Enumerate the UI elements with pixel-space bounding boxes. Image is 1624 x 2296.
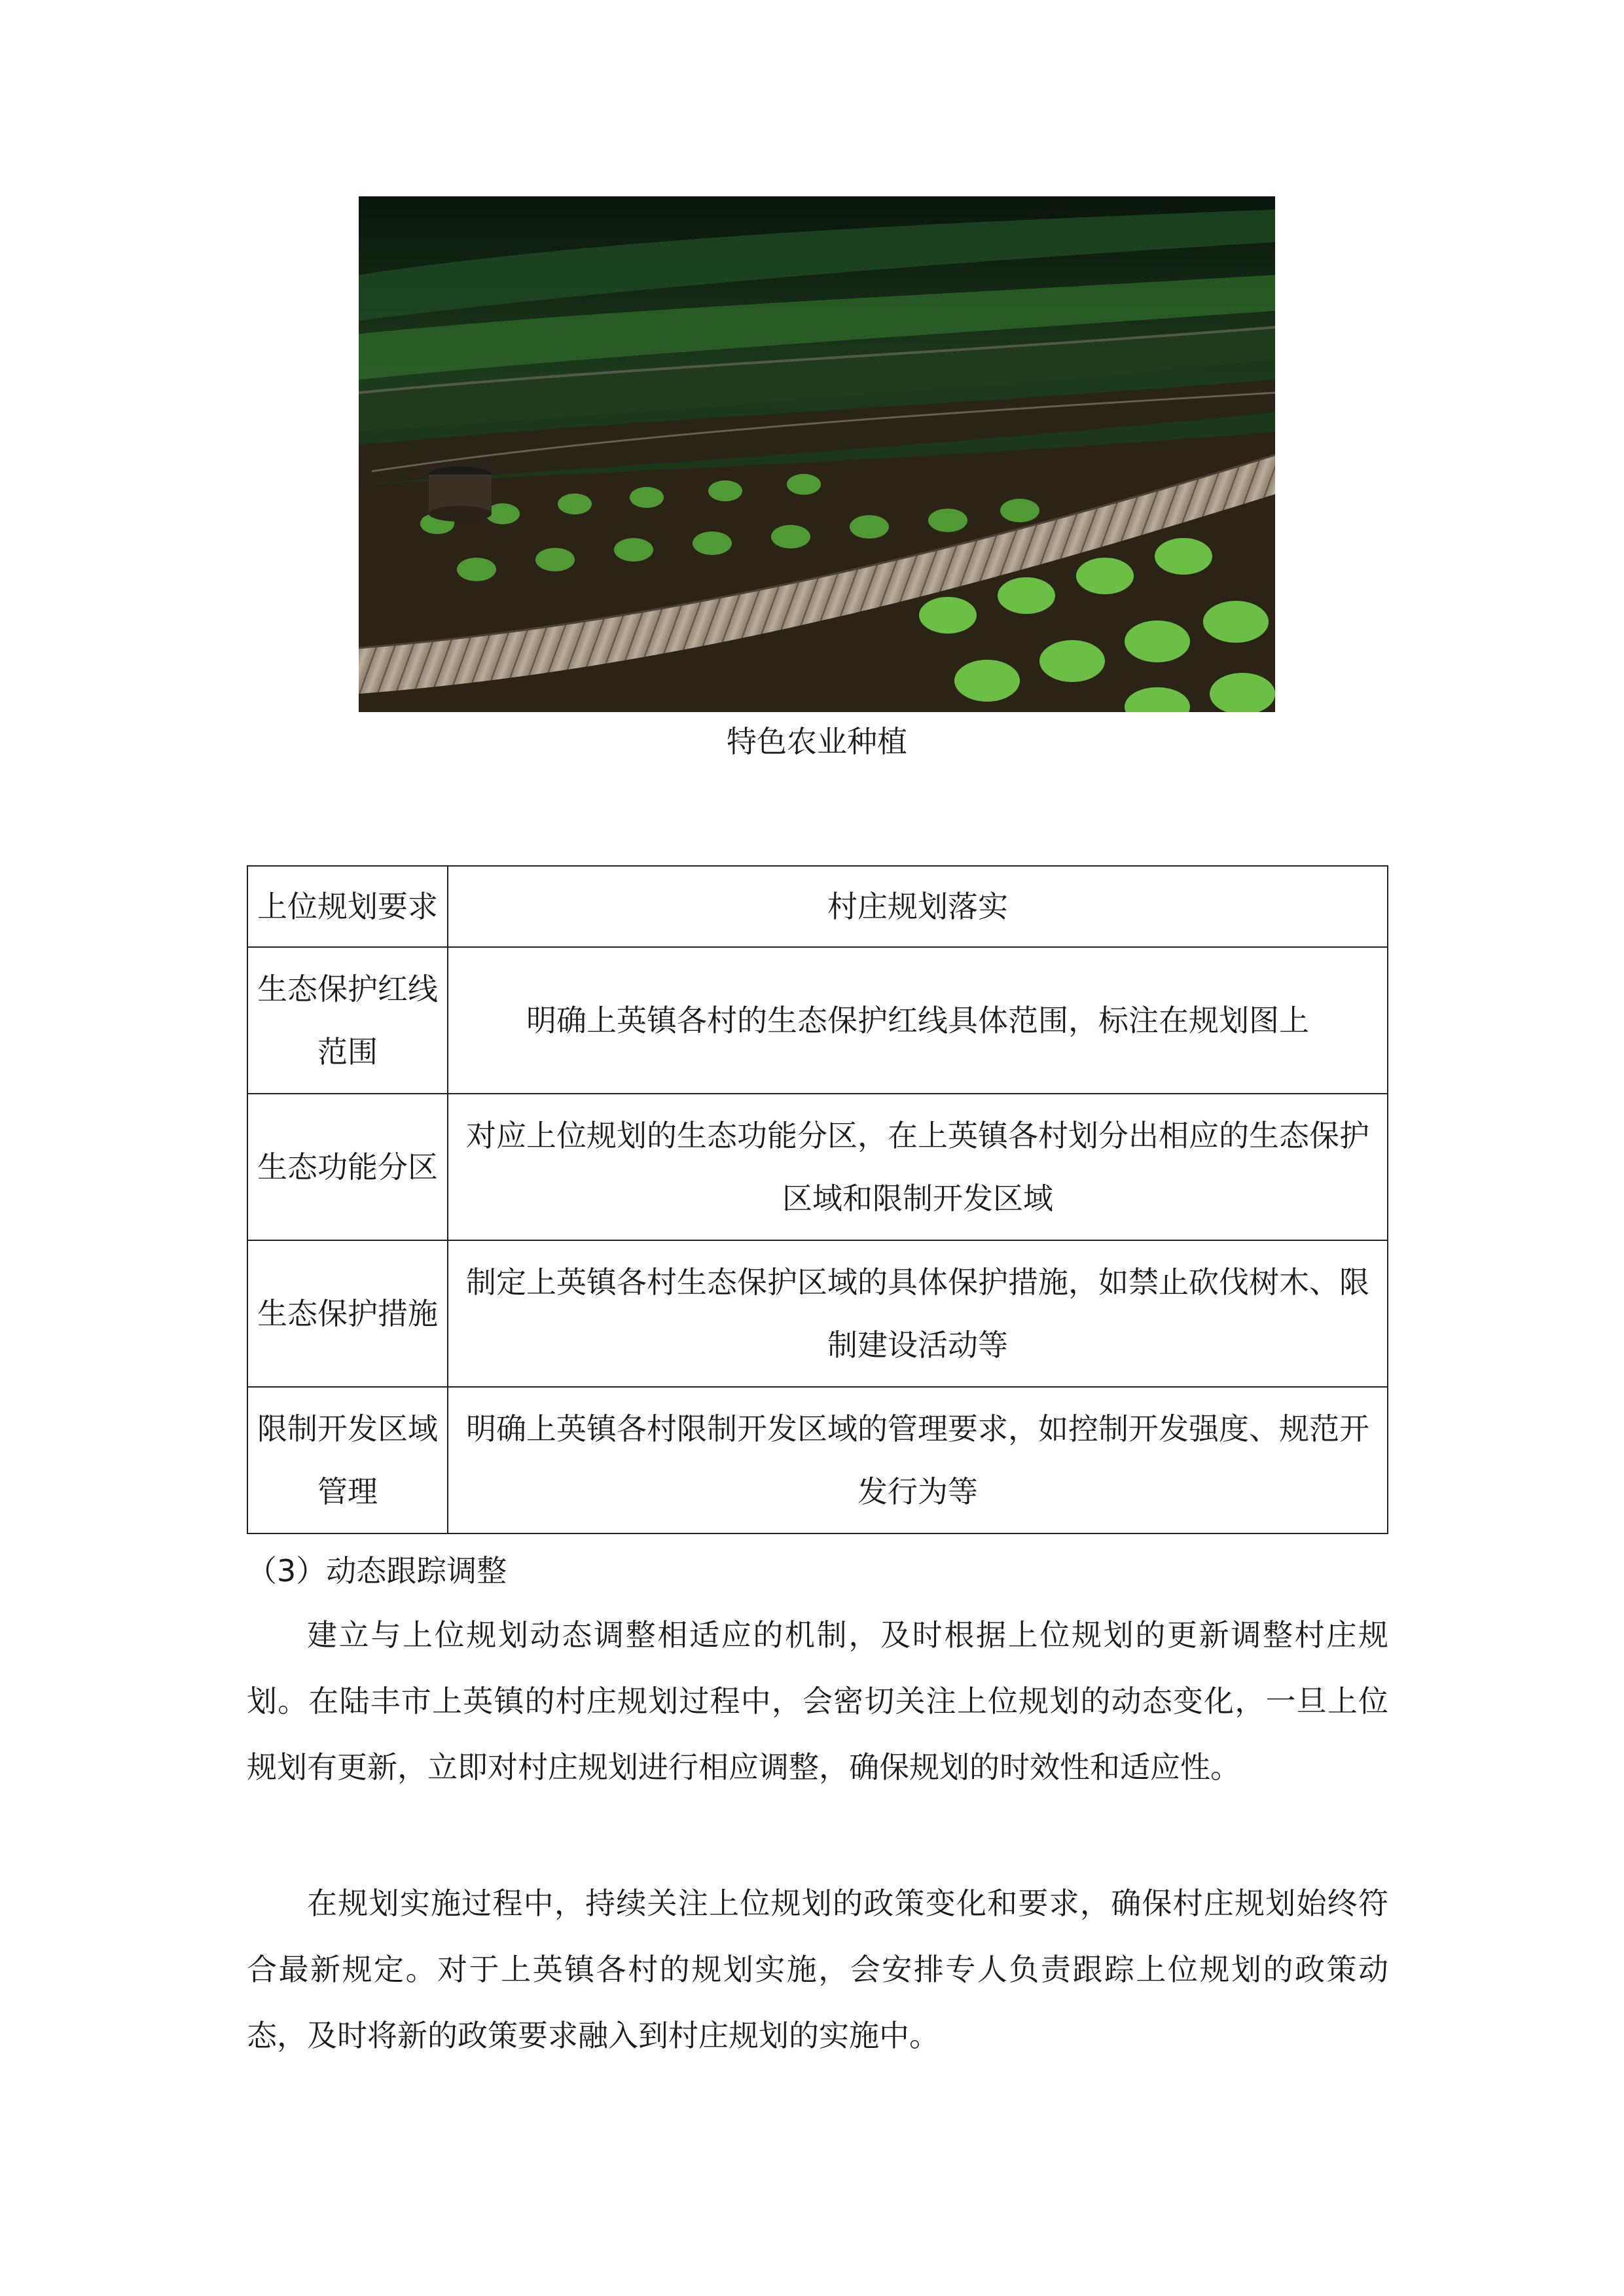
table-cell-requirement: 生态功能分区 [247, 1094, 448, 1240]
table-cell-implementation: 制定上英镇各村生态保护区域的具体保护措施，如禁止砍伐树木、限制建设活动等 [448, 1240, 1388, 1387]
figure-caption: 特色农业种植 [727, 724, 907, 759]
table-row [247, 1387, 1388, 1534]
table-header-cell: 村庄规划落实 [448, 866, 1388, 947]
farm-photo [359, 196, 1275, 712]
table-cell-requirement: 生态保护红线范围 [247, 947, 448, 1094]
table-cell-requirement: 生态保护措施 [247, 1240, 448, 1387]
body-paragraph: 在规划实施过程中，持续关注上位规划的政策变化和要求，确保村庄规划始终符合最新规定。对于上英镇各村的规划实施，会安排专人负责跟踪上位规划的政策动态，及时将新的政策要求融入到村庄规划的实施中。 [247, 1886, 1388, 2053]
planning-requirements-table [247, 865, 1388, 1534]
table-header-cell: 上位规划要求 [247, 866, 448, 947]
table-cell-requirement: 限制开发区域管理 [247, 1387, 448, 1534]
table-cell-implementation: 明确上英镇各村的生态保护红线具体范围，标注在规划图上 [448, 947, 1388, 1094]
body-paragraph: 建立与上位规划动态调整相适应的机制，及时根据上位规划的更新调整村庄规划。在陆丰市上英镇的村庄规划过程中，会密切关注上位规划的动态变化，一旦上位规划有更新，立即对村庄规划进行相应调整，确保规划的时效性和适应性。 [247, 1617, 1388, 1785]
table-cell-implementation: 对应上位规划的生态功能分区，在上英镇各村划分出相应的生态保护区域和限制开发区域 [448, 1094, 1388, 1240]
table-cell-implementation: 明确上英镇各村限制开发区域的管理要求，如控制开发强度、规范开发行为等 [448, 1387, 1388, 1534]
table-row [247, 947, 1388, 1094]
table-header-row [247, 866, 1388, 947]
table-row [247, 1094, 1388, 1240]
table-row [247, 1240, 1388, 1387]
section-heading: （3）动态跟踪调整 [247, 1553, 507, 1588]
